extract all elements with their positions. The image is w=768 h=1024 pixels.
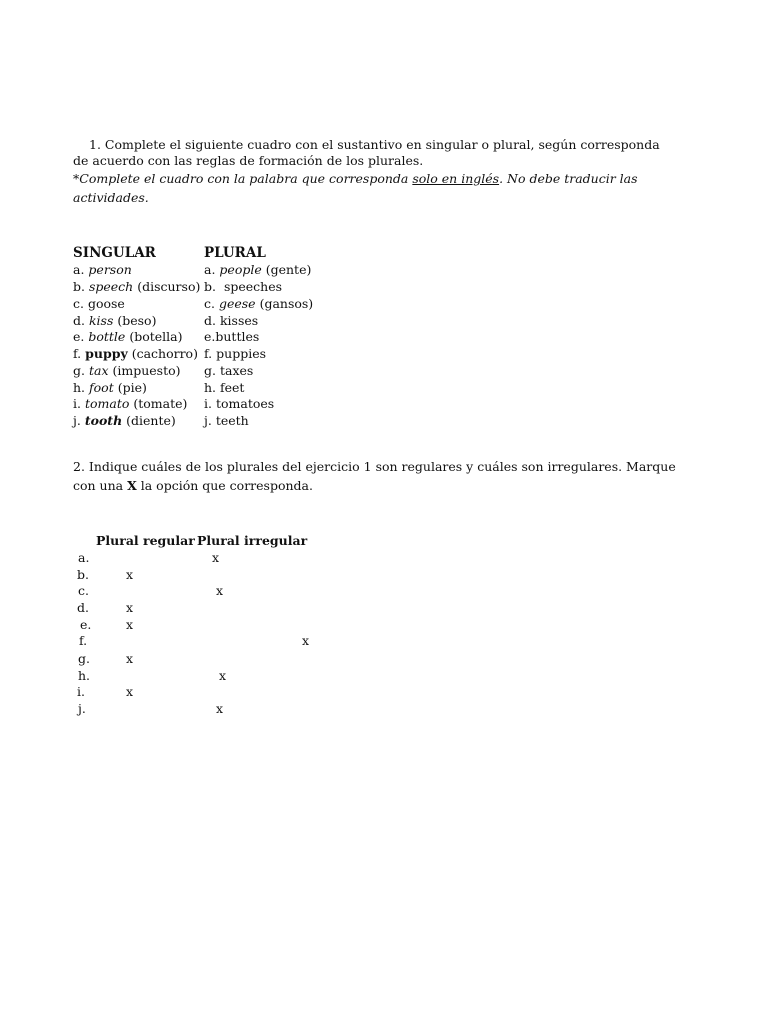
translation: (botella) bbox=[129, 329, 183, 344]
singular-row-c bbox=[73, 296, 125, 313]
singular-row-d bbox=[73, 313, 156, 330]
plural-word: teeth bbox=[215, 413, 249, 428]
answer-mark-j: x bbox=[216, 701, 224, 716]
translation: (tomate) bbox=[133, 396, 188, 411]
note-text-start: *Complete el cuadro con la palabra que corresponda bbox=[73, 171, 413, 186]
singular-row-i bbox=[73, 396, 187, 413]
singular-row-a bbox=[73, 262, 132, 279]
answer-mark-b: x bbox=[126, 567, 134, 582]
plural-word: feet bbox=[220, 380, 245, 395]
row-letter: j. bbox=[204, 413, 212, 428]
row-letter: j. bbox=[73, 413, 81, 428]
answer-mark-c: x bbox=[216, 583, 224, 598]
answer-mark-h: x bbox=[219, 668, 227, 683]
plural-row-g bbox=[204, 363, 253, 380]
row-letter: a. bbox=[73, 262, 85, 277]
row-letter: h. bbox=[73, 380, 86, 395]
instruction-text: 2. Indique cuáles de los plurales del ejercicio 1 son regulares y cuáles son irregulares. Marque con una bbox=[73, 459, 676, 493]
translation: (gente) bbox=[265, 262, 312, 277]
singular-row-e bbox=[73, 329, 182, 346]
plural-word: people bbox=[219, 262, 262, 277]
plural-word: taxes bbox=[219, 363, 254, 378]
singular-word: puppy bbox=[85, 346, 128, 361]
column-header-singular: SINGULAR bbox=[73, 245, 156, 261]
singular-row-b bbox=[73, 279, 200, 296]
singular-row-g bbox=[73, 363, 181, 380]
plural-row-e bbox=[204, 329, 259, 346]
answer-mark-f: x bbox=[302, 633, 310, 648]
singular-row-h bbox=[73, 380, 147, 397]
column-header-irregular: Plural irregular bbox=[197, 533, 308, 548]
answer-mark-e: x bbox=[126, 617, 134, 632]
singular-word: goose bbox=[87, 296, 125, 311]
plural-word: buttles bbox=[215, 329, 260, 344]
translation: (impuesto) bbox=[112, 363, 181, 378]
translation: (discurso) bbox=[137, 279, 201, 294]
singular-word: tax bbox=[88, 363, 109, 378]
plural-word: kisses bbox=[219, 313, 259, 328]
answer-letter-j: j. bbox=[78, 701, 86, 716]
answer-letter-b: b. bbox=[77, 567, 89, 582]
row-letter: b. bbox=[73, 279, 85, 294]
plural-row-a bbox=[204, 262, 311, 279]
row-letter: g. bbox=[204, 363, 216, 378]
plural-word: tomatoes bbox=[215, 396, 275, 411]
answer-letter-c: c. bbox=[78, 583, 89, 598]
singular-word: kiss bbox=[88, 313, 114, 328]
instruction-mark: X bbox=[127, 478, 137, 493]
row-letter: g. bbox=[73, 363, 85, 378]
plural-row-f bbox=[204, 346, 266, 363]
column-header-plural: PLURAL bbox=[204, 245, 266, 261]
row-letter: d. bbox=[204, 313, 216, 328]
singular-word: foot bbox=[89, 380, 114, 395]
translation: (pie) bbox=[117, 380, 147, 395]
plural-row-d bbox=[204, 313, 258, 330]
row-letter: c. bbox=[73, 296, 84, 311]
answer-letter-i: i. bbox=[77, 684, 85, 699]
exercise-1-note bbox=[73, 169, 673, 207]
answer-mark-g: x bbox=[126, 651, 134, 666]
row-letter: i. bbox=[204, 396, 212, 411]
singular-row-f bbox=[73, 346, 198, 363]
row-letter: b. bbox=[204, 279, 216, 294]
answer-letter-g: g. bbox=[78, 651, 90, 666]
row-letter: f. bbox=[73, 346, 82, 361]
row-letter: a. bbox=[204, 262, 216, 277]
singular-word: tomato bbox=[84, 396, 130, 411]
plural-word: geese bbox=[218, 296, 256, 311]
translation: (gansos) bbox=[259, 296, 314, 311]
row-letter: i. bbox=[73, 396, 81, 411]
instruction-text-end: la opción que corresponda. bbox=[136, 478, 313, 493]
row-letter: e. bbox=[73, 329, 85, 344]
singular-word: bottle bbox=[88, 329, 126, 344]
plural-row-j bbox=[204, 413, 249, 430]
plural-row-i bbox=[204, 396, 274, 413]
answer-letter-e: e. bbox=[80, 617, 92, 632]
plural-word: puppies bbox=[216, 346, 267, 361]
singular-word: person bbox=[88, 262, 132, 277]
singular-word: speech bbox=[88, 279, 134, 294]
translation: (beso) bbox=[117, 313, 157, 328]
exercise-2-instruction bbox=[73, 457, 693, 495]
answer-mark-i: x bbox=[126, 684, 134, 699]
plural-word: speeches bbox=[223, 279, 283, 294]
answer-letter-a: a. bbox=[78, 550, 90, 565]
singular-row-j bbox=[73, 413, 176, 430]
plural-row-c bbox=[204, 296, 313, 313]
column-header-regular: Plural regular bbox=[96, 533, 195, 548]
translation: (cachorro) bbox=[131, 346, 198, 361]
note-text-end: . No debe traducir las actividades. bbox=[73, 171, 638, 205]
answer-letter-f: f. bbox=[79, 633, 88, 648]
singular-word: tooth bbox=[84, 413, 123, 428]
answer-letter-d: d. bbox=[77, 600, 89, 615]
row-letter: d. bbox=[73, 313, 85, 328]
plural-row-h bbox=[204, 380, 244, 397]
row-letter: c. bbox=[204, 296, 215, 311]
translation: (diente) bbox=[126, 413, 176, 428]
answer-mark-d: x bbox=[126, 600, 134, 615]
row-letter: f. bbox=[204, 346, 213, 361]
note-underlined: solo en inglés bbox=[412, 171, 500, 186]
row-letter: h. bbox=[204, 380, 217, 395]
plural-row-b bbox=[204, 279, 282, 296]
answer-mark-a: x bbox=[212, 550, 220, 565]
row-letter: e. bbox=[204, 329, 216, 344]
answer-letter-h: h. bbox=[78, 668, 91, 683]
exercise-1-instruction: 1. Complete el siguiente cuadro con el sustantivo en singular o plural, según corresponda de acuerdo con las reglas de formación de los plurales. bbox=[73, 137, 660, 168]
